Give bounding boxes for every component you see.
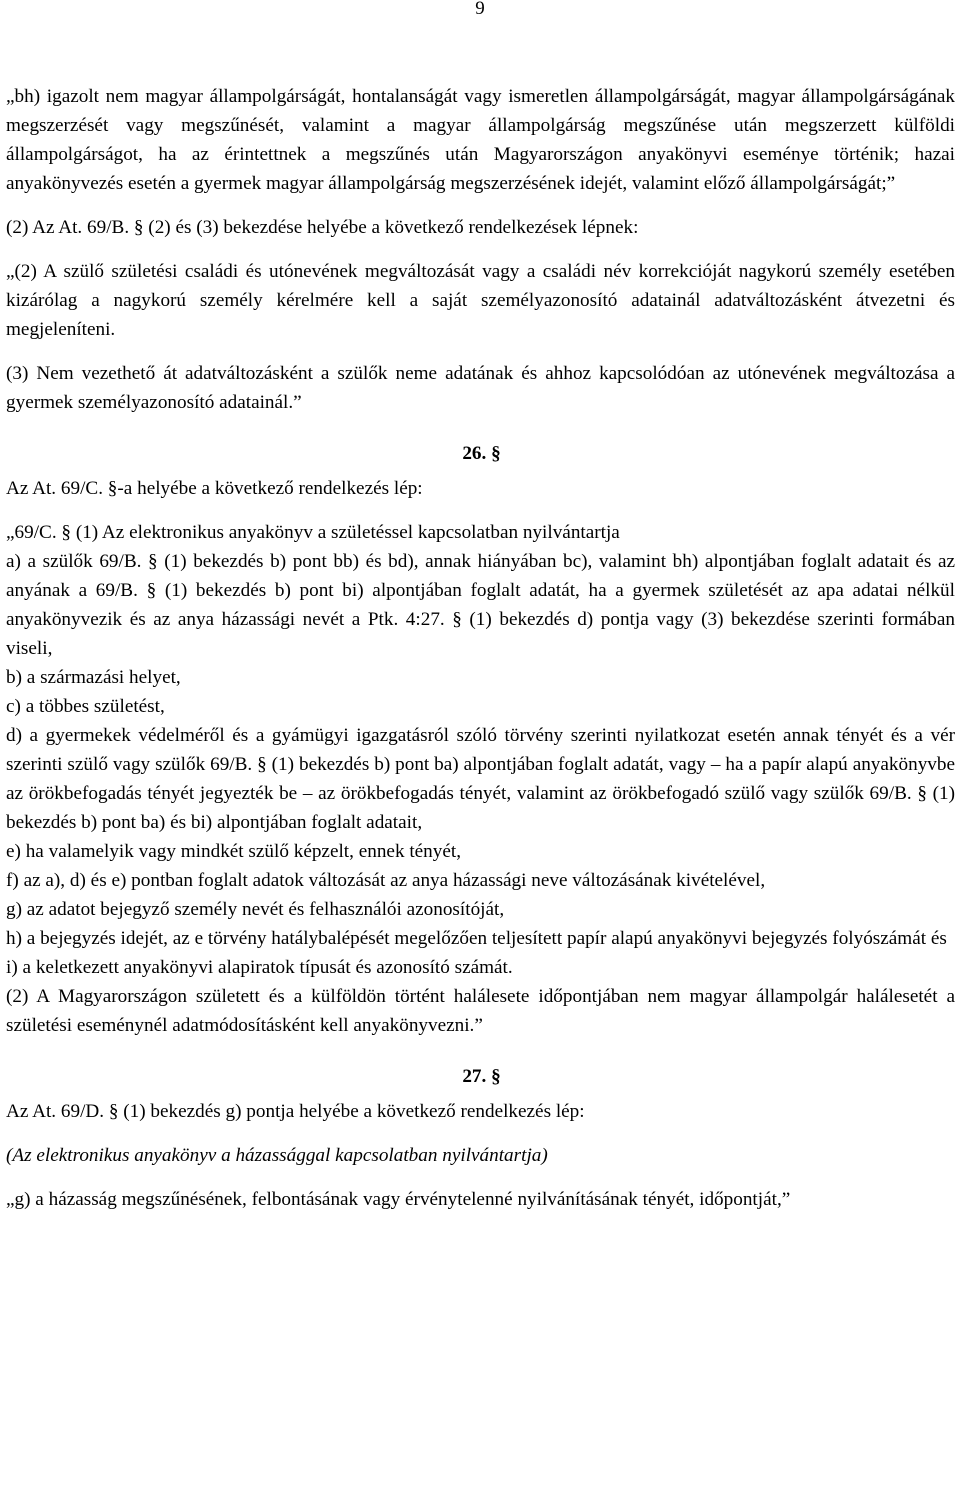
item-c: c) a többes születést, bbox=[6, 696, 165, 717]
paragraph-69c-1: „69/C. § (1) Az elektronikus anyakönyv a születéssel kapcsolatban nyilvántartja bbox=[6, 522, 620, 543]
item-b: b) a származási helyet, bbox=[6, 667, 181, 688]
section-heading-26: 26. § bbox=[462, 443, 501, 464]
paragraph-2-intro: (2) Az At. 69/B. § (2) és (3) bekezdése helyébe a következő rendelkezések lépnek: bbox=[6, 217, 639, 238]
item-d: d) a gyermekek védelméről és a gyámügyi igazgatásról szóló törvény szerinti nyilatkozat esetén annak tényét és a vér szerinti szülő vagy szülők 69/B. § (1) bekezdés b) pont ba) alpontjában foglalt adatát, vagy – ha a papír alapú anyakönyvbe az örökbefogadás tényét jegyezték be – az örökbefogadás tényét, valamint az örökbefogadó szülő vagy szülők 69/B. § (1) bekezdés b) pont ba) és bi) alpontjában foglalt adatait, bbox=[6, 725, 955, 833]
document-body bbox=[6, 82, 955, 1214]
item-f: f) az a), d) és e) pontban foglalt adatok változását az anya házassági neve változásának kivételével, bbox=[6, 870, 766, 891]
paragraph-3-quote: (3) Nem vezethető át adatváltozásként a szülők neme adatának és ahhoz kapcsolódóan az utónevének megváltozása a gyermek személyazonosító adatainál.” bbox=[6, 363, 955, 413]
item-g: g) az adatot bejegyző személy nevét és felhasználói azonosítóját, bbox=[6, 899, 505, 920]
paragraph-27-context: (Az elektronikus anyakönyv a házassággal kapcsolatban nyilvántartja) bbox=[6, 1145, 548, 1166]
paragraph-27-intro: Az At. 69/D. § (1) bekezdés g) pontja helyébe a következő rendelkezés lép: bbox=[6, 1101, 585, 1122]
paragraph-26-intro: Az At. 69/C. §-a helyébe a következő rendelkezés lép: bbox=[6, 478, 423, 499]
item-i: i) a keletkezett anyakönyvi alapiratok típusát és azonosító számát. bbox=[6, 957, 513, 978]
item-a: a) a szülők 69/B. § (1) bekezdés b) pont bb) és bd), annak hiányában bc), valamint bh) alpontjában foglalt adatait és az anyának a 69/B. § (1) bekezdés b) pont bi) alpontjában foglalt adatát, ha a gyermek születését az apa adatai nélkül anyakönyvezik és az anya házassági nevét a Ptk. 4:27. § (1) bekezdés d) pontja vagy (3) bekezdése szerinti formában viseli, bbox=[6, 551, 955, 659]
item-e: e) ha valamelyik vagy mindkét szülő képzelt, ennek tényét, bbox=[6, 841, 462, 862]
section-heading-27: 27. § bbox=[462, 1066, 501, 1087]
item-h: h) a bejegyzés idejét, az e törvény hatálybalépését megelőzően teljesített papír alapú anyakönyvi bejegyzés folyószámát és bbox=[6, 928, 947, 949]
paragraph-27-quote: „g) a házasság megszűnésének, felbontásának vagy érvénytelenné nyilvánításának tényét, időpontját,” bbox=[6, 1189, 791, 1210]
page-number: 9 bbox=[475, 0, 485, 19]
paragraph-bh: „bh) igazolt nem magyar állampolgárságát, hontalanságát vagy ismeretlen állampolgárságát, magyar állampolgárságának megszerzését vagy megszűnését, valamint a magyar állampolgárság megszűnése után megszerzett külföldi állampolgárságot, ha az érintettnek a megszűnés után Magyarországon anyakönyvi eseménye történik; hazai anyakönyvezés esetén a gyermek magyar állampolgárság megszerzésének idejét, valamint előző állampolgárságát;” bbox=[6, 86, 955, 194]
paragraph-2-quote: „(2) A szülő születési családi és utónevének megváltozását vagy a családi név korrekcióját nagykorú személy esetében kizárólag a nagykorú személy kérelmére kell a saját személyazonosító adatainál adatváltozásként átvezetni és megjeleníteni. bbox=[6, 261, 955, 340]
paragraph-69c-2: (2) A Magyarországon született és a külföldön történt halálesete időpontjában nem magyar állampolgár halálesetét a születési eseménynél adatmódosításként kell anyakönyvezni.” bbox=[6, 986, 955, 1036]
